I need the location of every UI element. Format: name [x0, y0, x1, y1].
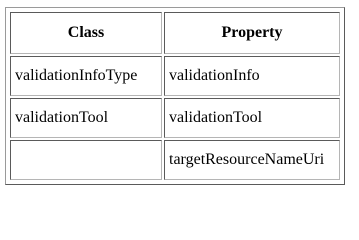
table-row [10, 98, 340, 138]
table-row [10, 140, 340, 180]
cell-class: validationTool [10, 98, 162, 138]
class-property-table [8, 10, 342, 182]
cell-property: validationInfo [164, 56, 340, 96]
class-property-table-frame [5, 7, 345, 185]
cell-property: validationTool [164, 98, 340, 138]
cell-class: validationInfoType [10, 56, 162, 96]
cell-class [10, 140, 162, 180]
header-property: Property [164, 12, 340, 54]
table-row [10, 56, 340, 96]
table-header-row [10, 12, 340, 54]
header-class: Class [10, 12, 162, 54]
cell-property: targetResourceNameUri [164, 140, 340, 180]
